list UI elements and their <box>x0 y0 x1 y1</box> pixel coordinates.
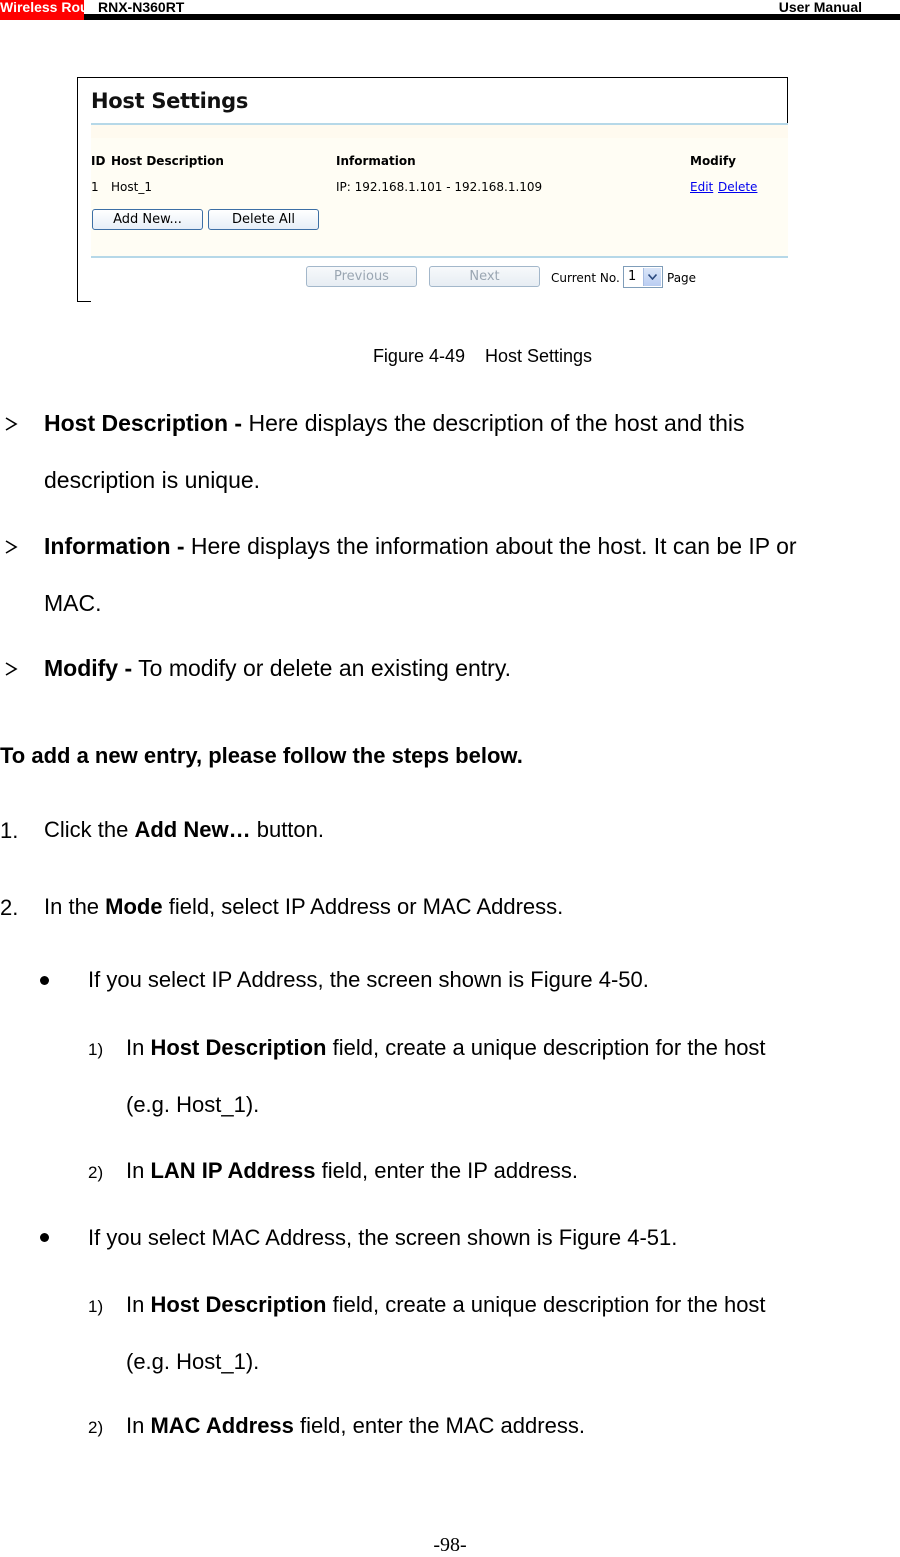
arrow-bullet-icon <box>4 662 18 676</box>
substep-text: In <box>126 1035 151 1060</box>
add-new-button[interactable]: Add New... <box>92 209 203 230</box>
steps-heading: To add a new entry, please follow the steps below. <box>0 743 523 768</box>
current-no-label: Current No. <box>551 271 620 285</box>
bullet-text: Here displays the description of the host and this <box>242 410 745 436</box>
mac-substep-1 <box>126 1293 766 1316</box>
host-settings-title: Host Settings <box>91 89 249 113</box>
bullet-information-cont: MAC. <box>44 590 102 616</box>
row-information: IP: 192.168.1.101 - 192.168.1.109 <box>336 180 543 194</box>
header-rule <box>84 14 900 20</box>
header-brand: Wireless Router <box>0 0 107 15</box>
header-model: RNX-N360RT <box>98 0 185 15</box>
figure-caption: Figure 4-49 Host Settings <box>372 346 593 366</box>
substep-text: In <box>126 1158 151 1183</box>
step-text: In the <box>44 894 106 919</box>
step-text: Click the <box>44 817 135 842</box>
page-header <box>0 0 900 22</box>
substep-text: field, create a unique description for the host <box>326 1035 766 1060</box>
header-manual: User Manual <box>778 0 862 15</box>
step-1 <box>44 818 324 841</box>
current-page-select[interactable] <box>623 266 663 288</box>
substep-number: 2) <box>88 1163 104 1182</box>
step-bold: Add New… <box>134 817 251 842</box>
substep-text: In <box>126 1413 151 1438</box>
ip-substep-2 <box>126 1159 578 1182</box>
col-modify-header: Modify <box>690 154 736 168</box>
mac-case-intro: If you select MAC Address, the screen shown is Figure 4-51. <box>88 1225 678 1250</box>
page-number: -98- <box>433 1534 467 1556</box>
step-text: field, select IP Address or MAC Address. <box>162 894 564 919</box>
substep-bold: LAN IP Address <box>150 1158 316 1183</box>
bullet-host-description-cont: description is unique. <box>44 467 261 493</box>
substep-text: field, enter the MAC address. <box>293 1413 585 1438</box>
host-settings-screenshot <box>77 77 788 302</box>
bullet-text: Here displays the information about the host. It can be IP or <box>184 533 797 559</box>
bullet-host-description <box>44 412 745 435</box>
step-bold: Mode <box>105 894 163 919</box>
mac-substep-1-cont: (e.g. Host_1). <box>126 1349 260 1374</box>
ip-substep-1 <box>126 1036 766 1059</box>
step-number: 2. <box>0 895 19 920</box>
substep-number: 2) <box>88 1418 104 1437</box>
step-text: button. <box>250 817 324 842</box>
arrow-bullet-icon <box>4 417 18 431</box>
substep-bold: Host Description <box>150 1292 327 1317</box>
delete-link[interactable]: Delete <box>718 180 758 194</box>
ip-substep-1-cont: (e.g. Host_1). <box>126 1092 260 1117</box>
next-button[interactable]: Next <box>429 266 540 287</box>
substep-number: 1) <box>88 1040 104 1059</box>
bullet-dot <box>40 1233 49 1242</box>
substep-text: field, enter the IP address. <box>315 1158 579 1183</box>
page-label: Page <box>667 271 697 285</box>
row-description: Host_1 <box>111 180 152 194</box>
col-description-header: Host Description <box>111 154 224 168</box>
edit-link[interactable]: Edit <box>690 180 714 194</box>
delete-all-button[interactable]: Delete All <box>208 209 319 230</box>
bullet-information <box>44 535 797 558</box>
bullet-term: Modify - <box>44 655 133 681</box>
col-information-header: Information <box>336 154 416 168</box>
ip-case-intro: If you select IP Address, the screen shown is Figure 4-50. <box>88 967 649 992</box>
arrow-bullet-icon <box>4 540 18 554</box>
substep-text: field, create a unique description for the host <box>326 1292 766 1317</box>
step-number: 1. <box>0 818 19 843</box>
substep-text: In <box>126 1292 151 1317</box>
col-id-header: ID <box>91 154 106 168</box>
bullet-term: Host Description - <box>44 410 243 436</box>
substep-bold: MAC Address <box>150 1413 294 1438</box>
previous-button[interactable]: Previous <box>306 266 417 287</box>
step-2 <box>44 895 563 918</box>
bullet-modify <box>44 657 511 680</box>
bullet-dot <box>40 976 49 985</box>
chevron-down-icon[interactable] <box>643 268 661 286</box>
current-page-value: 1 <box>628 269 637 284</box>
substep-number: 1) <box>88 1297 104 1316</box>
bullet-text: To modify or delete an existing entry. <box>132 655 512 681</box>
row-id: 1 <box>91 180 99 194</box>
substep-bold: Host Description <box>150 1035 327 1060</box>
mac-substep-2 <box>126 1414 585 1437</box>
bullet-term: Information - <box>44 533 185 559</box>
